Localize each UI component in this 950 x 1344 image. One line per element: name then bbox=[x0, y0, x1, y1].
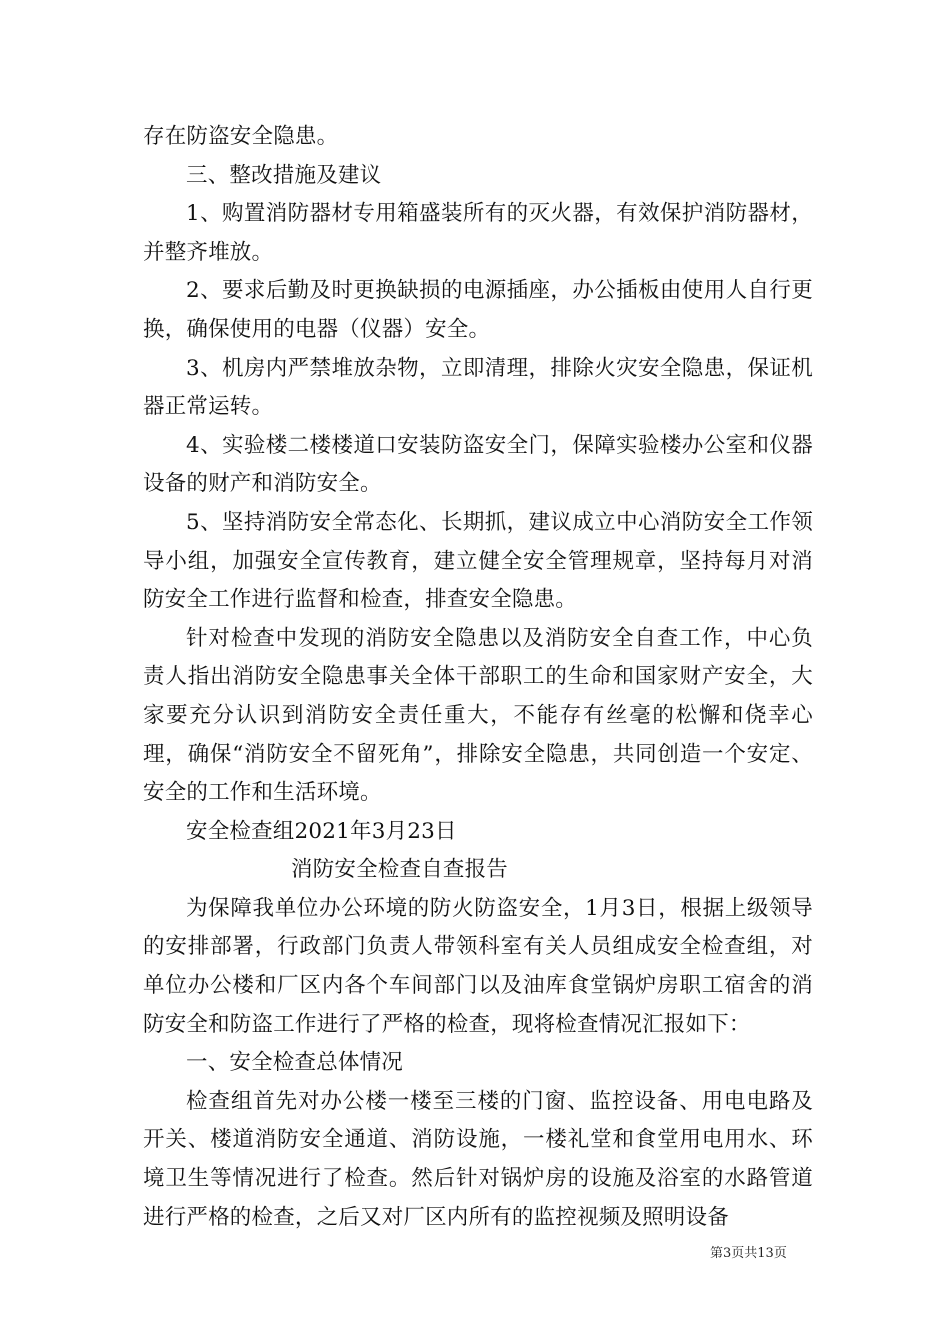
paragraph-continuation: 存在防盗安全隐患。 bbox=[143, 124, 339, 149]
report-title: 消防安全检查自查报告 bbox=[291, 857, 509, 883]
measure-item-5: 5、坚持消防安全常态化、长期抓，建议成立中心消防安全工作领导小组，加强安全宣传教育，建立健全安全管理规章，坚持每月对消防安全工作进行监督和检查，排查安全隐患。 bbox=[143, 509, 813, 613]
signature-date: 安全检查组2021年3月23日 bbox=[186, 818, 457, 844]
measure-item-3: 3、机房内严禁堆放杂物，立即清理，排除火灾安全隐患，保证机器正常运转。 bbox=[143, 355, 813, 420]
measure-item-4: 4、实验楼二楼楼道口安装防盗安全门，保障实验楼办公室和仪器设备的财产和消防安全。 bbox=[143, 432, 813, 497]
summary-paragraph: 针对检查中发现的消防安全隐患以及消防安全自查工作，中心负责人指出消防安全隐患事关全体干部职工的生命和国家财产安全，大家要充分认识到消防安全责任重大，不能存有丝毫的松懈和侥幸心理，确保“消防安全不留死角”，排除安全隐患，共同创造一个安定、安全的工作和生活环境。 bbox=[143, 625, 813, 806]
intro-paragraph: 为保障我单位办公环境的防火防盗安全，1月3日，根据上级领导的安排部署，行政部门负责人带领科室有关人员组成安全检查组，对单位办公楼和厂区内各个车间部门以及油库食堂锅炉房职工宿舍的消防安全和防盗工作进行了严格的检查，现将检查情况汇报如下： bbox=[143, 895, 813, 1037]
section-heading-overview: 一、安全检查总体情况 bbox=[186, 1050, 404, 1076]
document-body bbox=[143, 118, 813, 1237]
inspection-paragraph: 检查组首先对办公楼一楼至三楼的门窗、监控设备、用电电路及开关、楼道消防安全通道、消防设施，一楼礼堂和食堂用电用水、环境卫生等情况进行了检查。然后针对锅炉房的设施及浴室的水路管道进行严格的检查，之后又对厂区内所有的监控视频及照明设备 bbox=[143, 1088, 813, 1230]
section-heading-rectification: 三、整改措施及建议 bbox=[186, 162, 382, 188]
measure-item-2: 2、要求后勤及时更换缺损的电源插座，办公插板由使用人自行更换，确保使用的电器（仪器）安全。 bbox=[143, 278, 813, 342]
measure-item-1: 1、购置消防器材专用箱盛装所有的灭火器，有效保护消防器材，并整齐堆放。 bbox=[143, 201, 813, 265]
page-number: 第3页共13页 bbox=[710, 1246, 787, 1261]
